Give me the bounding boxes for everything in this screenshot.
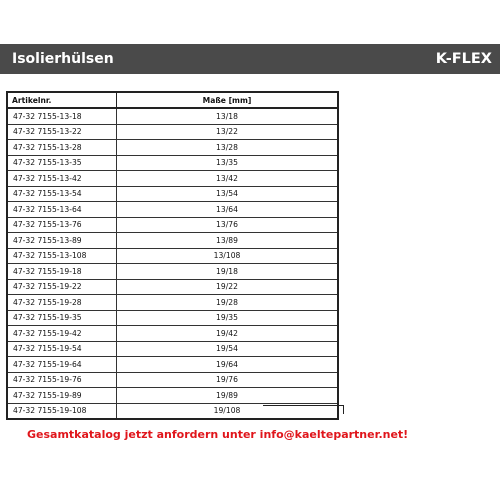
- table-row: [7, 248, 338, 264]
- dimensions-cell: 19/76: [117, 372, 339, 388]
- article-number-cell: 47-32 7155-13-22: [7, 124, 117, 140]
- article-number-cell: 47-32 7155-13-54: [7, 186, 117, 202]
- column-header-dimensions: Maße [mm]: [117, 92, 339, 108]
- article-number-cell: 47-32 7155-19-42: [7, 326, 117, 342]
- table-row: [7, 388, 338, 404]
- table-body: [7, 108, 338, 419]
- dimensions-cell: 19/28: [117, 295, 339, 311]
- dimensions-cell: 13/35: [117, 155, 339, 171]
- table-row: [7, 341, 338, 357]
- article-number-cell: 47-32 7155-19-76: [7, 372, 117, 388]
- article-number-cell: 47-32 7155-19-35: [7, 310, 117, 326]
- article-number-cell: 47-32 7155-13-76: [7, 217, 117, 233]
- header-bar: [0, 44, 500, 74]
- table-header-row: [7, 92, 338, 108]
- article-number-cell: 47-32 7155-13-28: [7, 140, 117, 156]
- article-number-cell: 47-32 7155-13-108: [7, 248, 117, 264]
- table-row: [7, 186, 338, 202]
- column-header-article-number: Artikelnr.: [7, 92, 117, 108]
- table-row: [7, 372, 338, 388]
- article-number-cell: 47-32 7155-19-54: [7, 341, 117, 357]
- table-row: [7, 108, 338, 124]
- article-number-cell: 47-32 7155-13-89: [7, 233, 117, 249]
- table-row: [7, 217, 338, 233]
- dimensions-cell: 13/108: [117, 248, 339, 264]
- dimensions-cell: 13/76: [117, 217, 339, 233]
- table-row: [7, 202, 338, 218]
- article-number-cell: 47-32 7155-13-35: [7, 155, 117, 171]
- table-row: [7, 124, 338, 140]
- dimensions-cell: 19/35: [117, 310, 339, 326]
- dimensions-cell: 13/18: [117, 108, 339, 124]
- table-row: [7, 295, 338, 311]
- table-row: [7, 264, 338, 280]
- dimensions-cell: 19/42: [117, 326, 339, 342]
- product-table-container: [6, 91, 339, 420]
- table-row: [7, 233, 338, 249]
- article-number-cell: 47-32 7155-19-64: [7, 357, 117, 373]
- dimensions-cell: 13/22: [117, 124, 339, 140]
- product-table: [6, 91, 339, 420]
- table-corner-divider: [263, 405, 344, 414]
- article-number-cell: 47-32 7155-13-64: [7, 202, 117, 218]
- table-row: [7, 279, 338, 295]
- article-number-cell: 47-32 7155-19-18: [7, 264, 117, 280]
- dimensions-cell: 19/18: [117, 264, 339, 280]
- table-row: [7, 357, 338, 373]
- article-number-cell: 47-32 7155-13-18: [7, 108, 117, 124]
- dimensions-cell: 19/54: [117, 341, 339, 357]
- dimensions-cell: 13/64: [117, 202, 339, 218]
- table-row: [7, 140, 338, 156]
- dimensions-cell: 13/28: [117, 140, 339, 156]
- table-row: [7, 326, 338, 342]
- dimensions-cell: 19/64: [117, 357, 339, 373]
- dimensions-cell: 13/54: [117, 186, 339, 202]
- article-number-cell: 47-32 7155-19-89: [7, 388, 117, 404]
- article-number-cell: 47-32 7155-19-28: [7, 295, 117, 311]
- dimensions-cell: 13/89: [117, 233, 339, 249]
- table-row: [7, 155, 338, 171]
- article-number-cell: 47-32 7155-19-22: [7, 279, 117, 295]
- page-title: Isolierhülsen: [12, 51, 114, 67]
- brand-name: K-FLEX: [435, 51, 492, 67]
- dimensions-cell: 19/89: [117, 388, 339, 404]
- dimensions-cell: 19/108: [117, 403, 339, 419]
- table-row: [7, 171, 338, 187]
- article-number-cell: 47-32 7155-13-42: [7, 171, 117, 187]
- article-number-cell: 47-32 7155-19-108: [7, 403, 117, 419]
- table-row: [7, 310, 338, 326]
- catalog-request-note: Gesamtkatalog jetzt anfordern unter info@kaeltepartner.net!: [27, 428, 409, 441]
- dimensions-cell: 13/42: [117, 171, 339, 187]
- dimensions-cell: 19/22: [117, 279, 339, 295]
